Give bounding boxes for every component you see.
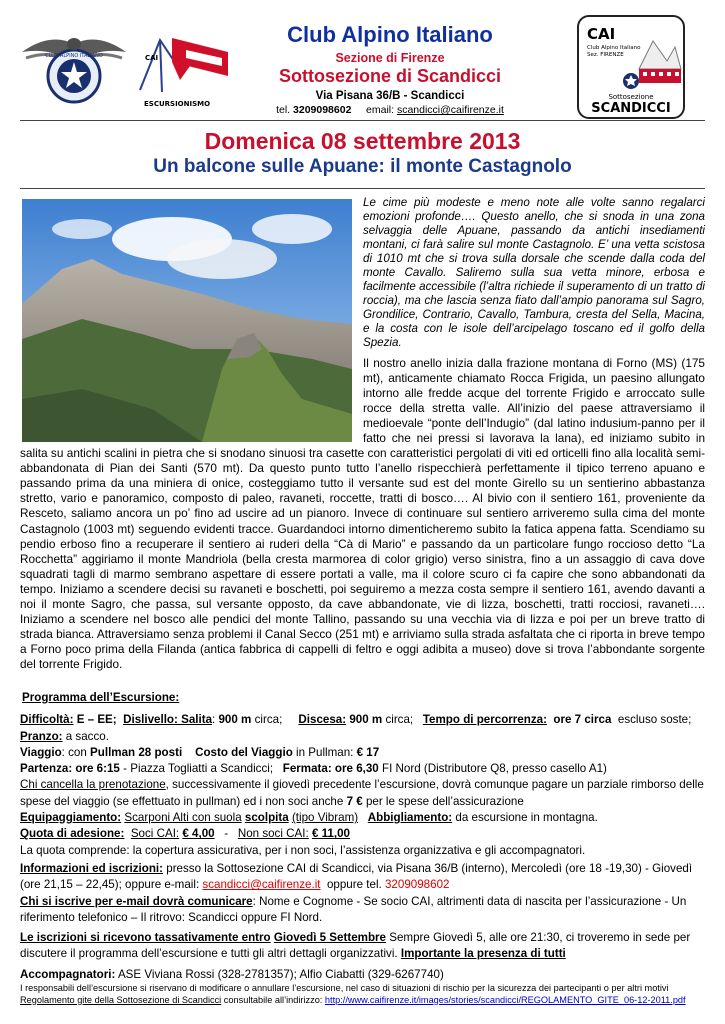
abb-label: Abbigliamento: [367,811,453,825]
partenza-time: : ore 6:15 [68,762,120,776]
fermata-label: Fermata [282,762,328,776]
costo-in: in Pullman: [296,745,354,759]
event-subtitle: Un balcone sulle Apuane: il monte Castagnolo [153,156,572,177]
route-description-text: Il nostro anello inizia dalla frazione montana di Forno (MS) (175 mt), anticamente chiamato Rocca Frigida, un paesino allungato intorno alle fredde acque del torrente Frigido e arroccato sulle rocce della stretta valle. All’inizio del paese attraversiamo il medioevale “ponte dell’Indugio” (dal latino indusium-panno per il fatto che nei pressi si lavorava la lana), ed iniziamo subito in salita su antichi scalini in pietra che si snodano sinuosi tra casette con caratteristici pergolati di viti ed orticelli fino alla località semi- abbandonata di Pian dei Santi (570 mt). Da questo punto tutto l’anello rispecchierà perfettamente il tipico terreno apuano e passando prima da una miniera di onice, costeggiamo tutto il versante sud est del monte Girello su un sentierino abbastanza stretto, vario e panoramico, composto di paleo, ravaneti, roccette, tratti di bosco…. Al bivio con il sentiero 161, proveniente da Resceto, saliamo ancora un po’ fino ad uscire ad un pianoro. Invece di continuare sul sentiero arriveremo sulla cima del monte Castagnolo (1003 mt) seguendo evidenti tracce. Guardandoci intorno dimenticheremo subito la fatica appena fatta. Scendiamo su pendio erboso fino a recuperare il sentiero ai ruderi della “Cà di Mario” e passando da un particolare fungo roccioso detto “La Rocchetta” aggiriamo il monte Mandriola (bella cresta marmorea di color grigio) verso sinistra, fino a un assaggio di cava dove squadrati tagli di marmo sembrano aspettare di essere portati a valle, ma il colore scuro ci fa capire che sono abbandonati da tempo. Iniziamo a scendere decisi su ravaneti e boschetti, poi seguiremo a mezza costa sempre il sentiero 161, avendo davanti a noi il monte Sagro, che passa, sul versante opposto, da cave abbandonate, vie di lizza, boschetti, tratti rocciosi, ravaneti…. Iniziamo a scendere nel bosco alle pendici del monte Tallino, passando su una vecchia via di lizza e poi per un breve tratto di strada bianca. Attraversiamo senza problemi il Canal Secco (251 mt) e arriviamo sulla strada asfaltata che ci riporta in breve tempo a Forno poco prima della Filanda (antica fabbrica di cappelli di feltro e oggi adibita a museo) dove si trova l’abbondante sorgente del torrente Frigido. [20,356,705,671]
quota-dash: - [224,827,229,841]
salita-label: Dislivello: Salita [123,713,213,727]
tel-number: 3209098602 [293,104,352,116]
accompagnatori-line [20,967,705,983]
quota-label: Quota di adesione: [20,827,125,841]
chi-text: : Nome e Cognome - Se socio CAI, altrimenti data di nascita per l’assicurazione - Un riferimento telefonico – Il ritrovo: Scandicci oppure FI Nord. [20,894,687,924]
discesa-label: Discesa: [298,713,347,727]
nonsoci-value: € 11,00 [311,827,350,841]
difficolta-label: Difficoltà: [20,713,74,727]
iscrizione-email-line [20,894,705,927]
iscr-label: Le iscrizioni si ricevono tassativamente entro [20,931,271,945]
difficolta-value: E – EE; [76,713,117,727]
info-oppure: oppure tel. [326,878,382,892]
cai-eagle-logo [20,24,128,106]
costo-label: Costo del Viaggio [195,745,293,759]
abb-value: da escursione in montagna. [455,811,598,825]
programma-heading: Programma dell’Escursione: [22,691,180,704]
cancella-text: , successivamente il giovedì precedente l’escursione, dovrà comunque pagare un parziale rimborso delle spese del viaggio (se effettuato in pullman) ed i non soci anche [20,778,704,808]
club-title: Club Alpino Italiano [287,22,493,47]
partenza-label: Partenza [20,762,69,776]
nonsoci-label: Non soci CAI: [237,827,309,841]
logo-right-line1: Club Alpino Italiano [587,45,641,51]
sezione-label: Sezione di Firenze [335,51,445,65]
fermata-place: FI Nord (Distributore Q8, presso casello A1) [382,762,607,776]
tempo-note: escluso soste; [617,713,692,727]
cancella-tail: per le spese dell’assicurazione [365,794,524,808]
viaggio-line [20,745,705,761]
info-email-link[interactable]: scandicci@caifirenze.it [202,878,321,892]
pranzo-value: a sacco. [65,729,109,743]
accomp-label: Accompagnatori: [20,967,116,981]
discesa-circa: circa; [385,713,414,727]
difficolta-line: Difficoltà: E – EE; Dislivello: Salita: 900 m circa; Discesa: 900 m circa; Tempo di percorrenza: ore 7 circa escluso soste; [20,713,692,727]
logo-right-cai: CAI [587,25,616,43]
iscr-date: Giovedì 5 Settembre [273,931,387,945]
partenza-line [20,761,705,777]
regolamento-line [20,995,705,1007]
info-tel: 3209098602 [384,878,450,892]
logo-right-name: SCANDICCI [591,101,671,116]
address: Via Pisana 36/B - Scandicci [315,90,465,102]
cai-scandicci-logo [577,15,685,119]
route-description [20,356,705,672]
cai-escursionismo-logo [130,30,232,110]
contact-line [240,104,540,116]
quota-note: La quota comprende: la copertura assicurativa, per i non soci, l’assistenza organizzativa e gli accompagnatori. [20,843,586,857]
sottosezione-label: Sottosezione di Scandicci [278,66,502,86]
equip-value: Scarponi Alti con suola [124,811,242,825]
equipaggiamento-line [20,810,705,826]
logo-right-sotto: Sottosezione [608,93,654,101]
accomp-value: ASE Viviana Rossi (328-2781357); Alfio Ciabatti (329-6267740) [117,967,444,981]
intro-text: Le cime più modeste e meno note alle volte sanno regalarci emozioni profonde…. Questo anello, che si snoda in una zona selvaggia delle Apuane, passando da antichi insediamenti montani, ci farà salire sul monte Castagnolo. E’ una vetta scistosa di 1010 mt che si trova sulla dorsale che scende dalla coda del monte Cavallo. Saliremo sulla sua vetta minore, erbosa e facilmente accessibile (l’altra richiede il superamento di un tratto di roccia), ma che lascia senza fiato dall’ampio panorama sul Sagro, Grondilice, Contrario, Cavallo, Tambura, cresta del Sella, Macina, e la costa con le isole dell’arcipelago toscano ed il golfo della Spezia. [363,196,705,350]
cancellazione-line [20,777,705,810]
salita-value: 900 m [218,713,252,727]
iscr-text: Sempre Giovedì 5, alle ore 21:30, ci troveremo in sede per discutere il programma dell’escursione e tutti gli altri dettagli organizzativi. [20,931,691,961]
logo-right-line2: Sez. FIRENZE [587,52,624,58]
viaggio-label: Viaggio [20,745,62,759]
viaggio-con: : con [61,745,87,759]
reg-label: Regolamento gite della Sottosezione di Scandicci [20,994,222,1005]
header-divider [20,120,705,121]
tel-label: tel. [276,104,291,116]
programma-section [20,690,705,1006]
informazioni-line [20,861,705,894]
equip-bold: scolpita [244,811,289,825]
cancella-label: Chi cancella la prenotazione [20,778,166,792]
cancella-amount: 7 € [346,794,363,808]
equip-tail: (tipo Vibram) [291,811,359,825]
costo-value: € 17 [356,745,380,759]
viaggio-value: Pullman 28 posti [90,745,183,759]
discesa-value: 900 m [349,713,383,727]
title-divider [20,188,705,189]
pranzo-label: Pranzo: [20,729,63,743]
iscr-important: Importante la presenza di tutti [400,947,566,961]
salita-circa: circa; [254,713,283,727]
logo-left-text: CLUB ALPINO ITALIANO [45,53,103,59]
pranzo-line [20,729,705,745]
soci-value: € 4,00 [182,827,215,841]
event-date: Domenica 08 settembre 2013 [204,128,521,154]
disclaimer: I responsabili dell’escursione si riservano di modificare o annullare l’escursione, nel caso di situazioni di rischio per la sicurezza dei partecipanti o per altri motivi [20,983,669,994]
tempo-label: Tempo di percorrenza: [422,713,547,727]
header-email-link[interactable]: scandicci@caifirenze.it [396,104,504,116]
partenza-place: - Piazza Togliatti a Scandicci; [123,762,274,776]
soci-label: Soci CAI: [130,827,180,841]
quota-line [20,826,705,842]
photo-wrap-spacer [20,356,363,442]
scadenza-line [20,930,705,963]
info-text: presso la Sottosezione CAI di Scandicci, via Pisana 36/B (interno), Mercoledì (ore 18 -19,30) - Giovedì (ore 21,15 – 22,45); oppure e-mail: [20,861,693,892]
logo-excurs-cai: CAI [145,54,159,62]
reg-text: consultabile all’indirizzo: [223,994,323,1005]
logo-excurs-sub: ESCURSIONISMO [144,100,211,108]
chi-label: Chi si iscrive per e-mail dovrà comunicare [20,894,253,908]
info-label: Informazioni ed iscrizioni: [20,861,164,875]
email-label: email: [366,104,395,116]
fermata-time: : ore 6,30 [327,762,379,776]
equip-label: Equipaggiamento: [20,811,122,825]
tempo-value: ore 7 circa [553,713,612,727]
regolamento-link[interactable]: http://www.caifirenze.it/images/stories/scandicci/REGOLAMENTO_GITE_06-12-2011.pdf [324,994,686,1005]
